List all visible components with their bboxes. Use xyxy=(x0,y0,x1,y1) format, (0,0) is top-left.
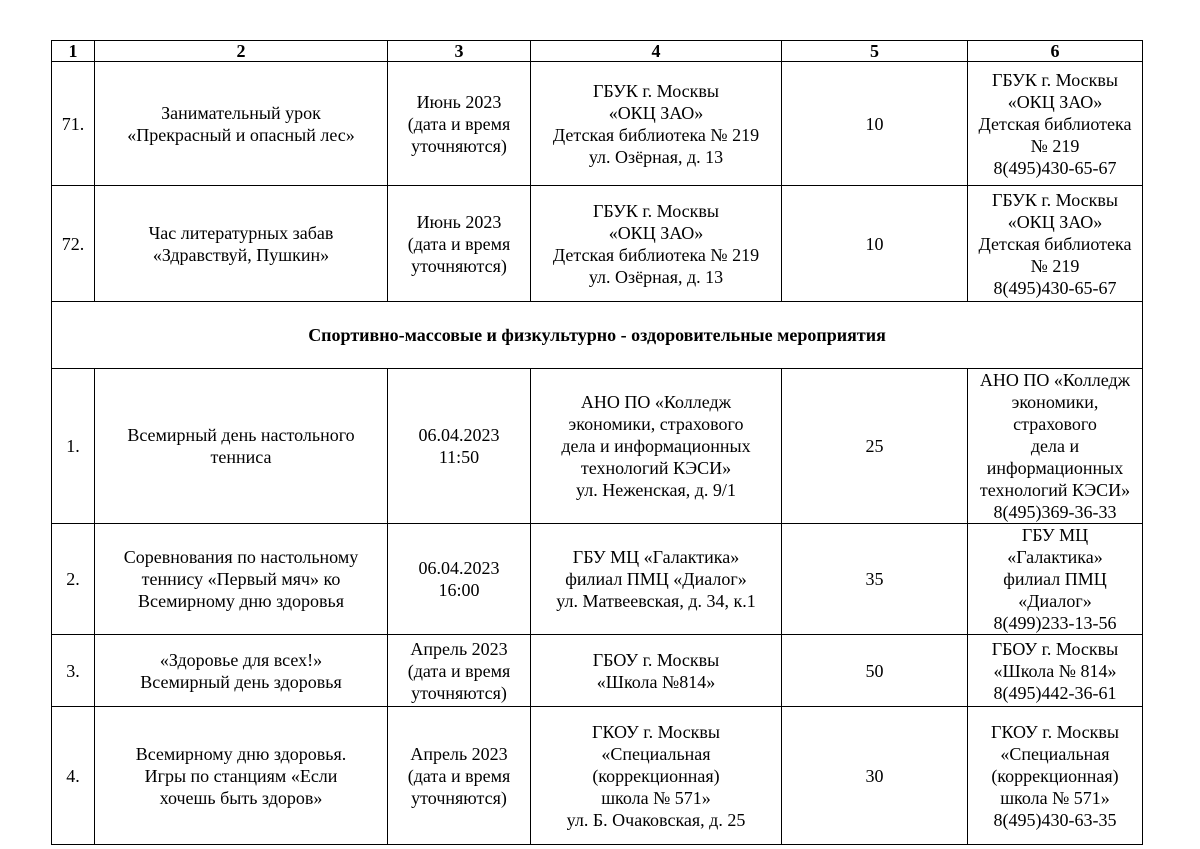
event-name: Соревнования по настольному теннису «Первый мяч» ко Всемирному дню здоровья xyxy=(95,524,388,635)
events-table xyxy=(51,40,1143,845)
table-row xyxy=(52,186,1143,302)
organizer-contact: ГБУ МЦ «Галактика» филиал ПМЦ «Диалог» 8(499)233-13-56 xyxy=(968,524,1143,635)
row-number: 4. xyxy=(52,707,95,845)
event-place: ГБУ МЦ «Галактика» филиал ПМЦ «Диалог» ул. Матвеевская, д. 34, к.1 xyxy=(531,524,782,635)
row-number: 2. xyxy=(52,524,95,635)
table-row xyxy=(52,635,1143,707)
event-date: Апрель 2023 (дата и время уточняются) xyxy=(388,707,531,845)
table-row xyxy=(52,524,1143,635)
organizer-contact: АНО ПО «Колледж экономики, страхового дела и информационных технологий КЭСИ» 8(495)369-36-33 xyxy=(968,369,1143,524)
event-date: 06.04.2023 11:50 xyxy=(388,369,531,524)
table-row xyxy=(52,707,1143,845)
participant-count: 10 xyxy=(782,62,968,186)
event-date: Июнь 2023 (дата и время уточняются) xyxy=(388,62,531,186)
organizer-contact: ГБОУ г. Москвы «Школа № 814» 8(495)442-36-61 xyxy=(968,635,1143,707)
header-row xyxy=(52,41,1143,62)
column-header-3: 3 xyxy=(388,41,531,62)
event-name: Час литературных забав «Здравствуй, Пушкин» xyxy=(95,186,388,302)
row-number: 1. xyxy=(52,369,95,524)
section-row xyxy=(52,302,1143,369)
row-number: 71. xyxy=(52,62,95,186)
event-date: Апрель 2023 (дата и время уточняются) xyxy=(388,635,531,707)
column-header-6: 6 xyxy=(968,41,1143,62)
participant-count: 25 xyxy=(782,369,968,524)
event-name: Всемирному дню здоровья. Игры по станциям «Если хочешь быть здоров» xyxy=(95,707,388,845)
event-place: ГБОУ г. Москвы «Школа №814» xyxy=(531,635,782,707)
event-date: 06.04.2023 16:00 xyxy=(388,524,531,635)
participant-count: 10 xyxy=(782,186,968,302)
column-header-2: 2 xyxy=(95,41,388,62)
participant-count: 30 xyxy=(782,707,968,845)
table-row xyxy=(52,369,1143,524)
participant-count: 50 xyxy=(782,635,968,707)
table-row xyxy=(52,62,1143,186)
organizer-contact: ГБУК г. Москвы «ОКЦ ЗАО» Детская библиотека № 219 8(495)430-65-67 xyxy=(968,62,1143,186)
column-header-1: 1 xyxy=(52,41,95,62)
participant-count: 35 xyxy=(782,524,968,635)
event-place: ГКОУ г. Москвы «Специальная (коррекционная) школа № 571» ул. Б. Очаковская, д. 25 xyxy=(531,707,782,845)
section-title: Спортивно-массовые и физкультурно - оздоровительные мероприятия xyxy=(52,302,1143,369)
event-name: «Здоровье для всех!» Всемирный день здоровья xyxy=(95,635,388,707)
event-place: АНО ПО «Колледж экономики, страхового дела и информационных технологий КЭСИ» ул. Неженская, д. 9/1 xyxy=(531,369,782,524)
event-name: Занимательный урок «Прекрасный и опасный лес» xyxy=(95,62,388,186)
row-number: 72. xyxy=(52,186,95,302)
column-header-5: 5 xyxy=(782,41,968,62)
event-name: Всемирный день настольного тенниса xyxy=(95,369,388,524)
event-date: Июнь 2023 (дата и время уточняются) xyxy=(388,186,531,302)
row-number: 3. xyxy=(52,635,95,707)
event-place: ГБУК г. Москвы «ОКЦ ЗАО» Детская библиотека № 219 ул. Озёрная, д. 13 xyxy=(531,186,782,302)
organizer-contact: ГБУК г. Москвы «ОКЦ ЗАО» Детская библиотека № 219 8(495)430-65-67 xyxy=(968,186,1143,302)
column-header-4: 4 xyxy=(531,41,782,62)
event-place: ГБУК г. Москвы «ОКЦ ЗАО» Детская библиотека № 219 ул. Озёрная, д. 13 xyxy=(531,62,782,186)
organizer-contact: ГКОУ г. Москвы «Специальная (коррекционная) школа № 571» 8(495)430-63-35 xyxy=(968,707,1143,845)
